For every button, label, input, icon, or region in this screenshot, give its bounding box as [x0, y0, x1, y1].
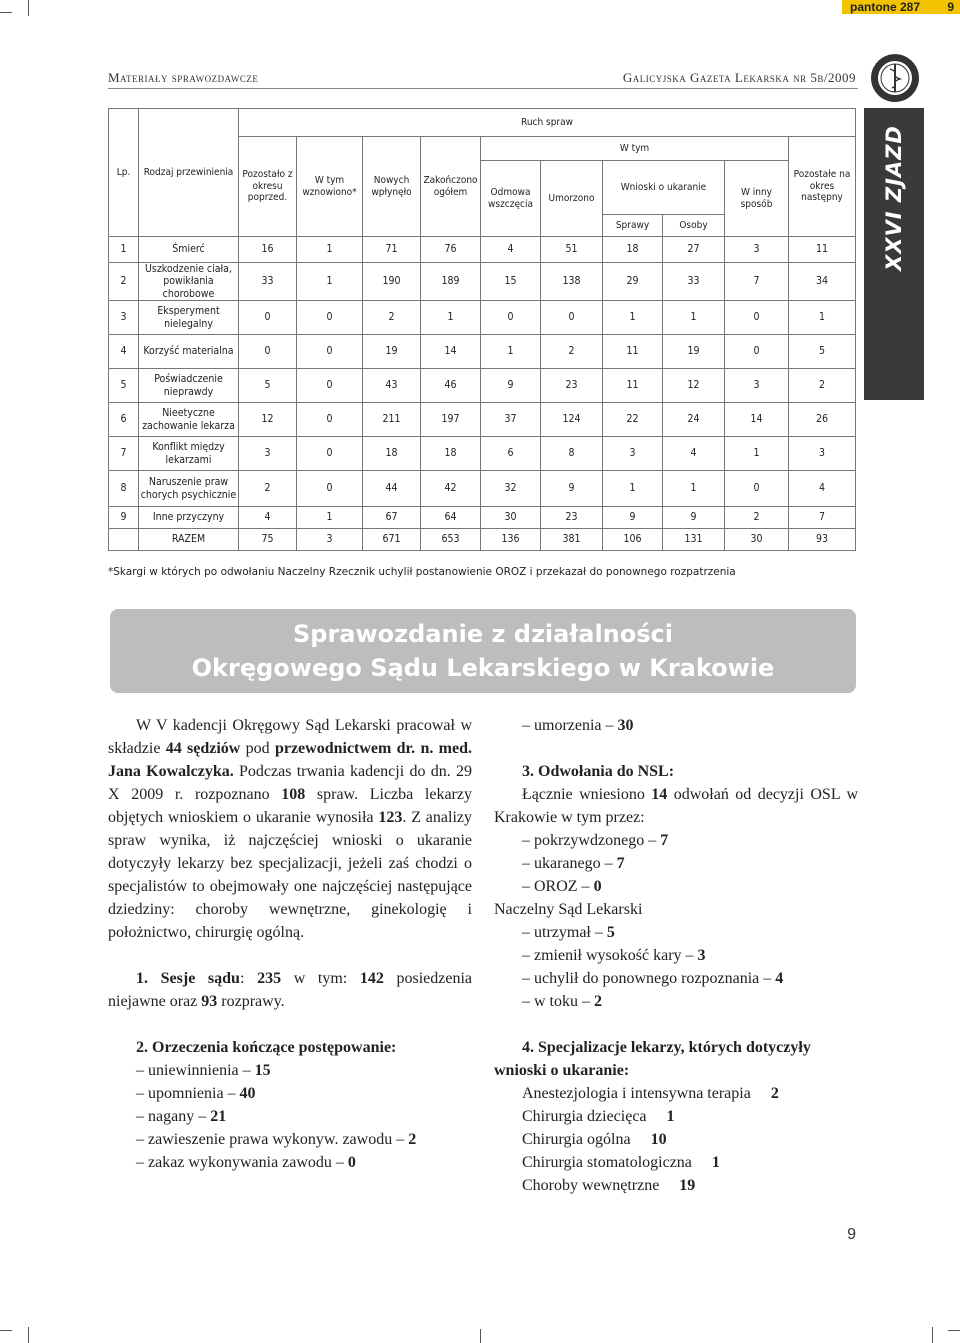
list-item — [494, 1082, 858, 1105]
intro-text: Podczas trwania kadencji do dn. 29 X 2009 r. rozpoznano — [108, 763, 472, 803]
item-label: – uchylił do ponownego rozpoznania – — [522, 970, 776, 987]
table-cell: 0 — [297, 369, 363, 403]
table-cell: 11 — [603, 369, 663, 403]
row-kind: Naruszenie praw chorych psychicznie — [139, 471, 239, 507]
header-refused: Odmowa wszczęcia — [481, 161, 541, 237]
row-kind: Uszkodzenie ciała, powikłania chorobowe — [139, 263, 239, 301]
table-cell: 1 — [421, 301, 481, 335]
sidebar-label: XXVI ZJAZD — [882, 125, 906, 271]
table-cell: 131 — [663, 529, 725, 551]
row-kind: Śmierć — [139, 237, 239, 263]
header-lp: Lp. — [109, 109, 139, 237]
table-cell: 27 — [663, 237, 725, 263]
table-cell: 3 — [725, 369, 789, 403]
row-number: 3 — [109, 301, 139, 335]
intro-text: pod — [240, 740, 275, 757]
item-value: 0 — [347, 1154, 356, 1171]
table-row — [109, 403, 856, 437]
table-cell: 1 — [603, 301, 663, 335]
table-cell: 19 — [663, 335, 725, 369]
item-label: – uniewinnienia – — [136, 1062, 255, 1079]
table-cell: 15 — [481, 263, 541, 301]
table-cell: 12 — [239, 403, 297, 437]
table-cell: 190 — [363, 263, 421, 301]
table-cell: 0 — [725, 471, 789, 507]
table-cell: 22 — [603, 403, 663, 437]
item-value: 1 — [666, 1108, 675, 1125]
row-number: 8 — [109, 471, 139, 507]
item-label: – zakaz wykonywania zawodu – — [136, 1154, 348, 1171]
header-motions: Wnioski o ukaranie — [603, 161, 725, 215]
item-value: 1 — [711, 1154, 720, 1171]
table-cell: 43 — [363, 369, 421, 403]
table-row — [109, 507, 856, 529]
intro-paragraph — [108, 714, 472, 944]
statistics-table — [108, 108, 856, 551]
banner-title-line1: Sprawozdanie z działalności — [293, 620, 673, 648]
row-kind: Korzyść materialna — [139, 335, 239, 369]
table-cell: 5 — [789, 335, 856, 369]
item-value: 0 — [593, 878, 602, 895]
header-rule — [108, 88, 858, 89]
header-prev: Pozostało z okresu poprzed. — [239, 137, 297, 237]
table-cell: 653 — [421, 529, 481, 551]
table-cell: 26 — [789, 403, 856, 437]
table-cell: 1 — [297, 507, 363, 529]
text: : — [239, 970, 258, 987]
row-kind: Nieetyczne zachowanie lekarza — [139, 403, 239, 437]
row-number: 1 — [109, 237, 139, 263]
list-item — [494, 714, 858, 737]
table-cell: 7 — [725, 263, 789, 301]
crop-mark — [28, 0, 29, 16]
text: rozprawy. — [217, 993, 285, 1010]
table-cell: 0 — [725, 301, 789, 335]
row-number: 7 — [109, 437, 139, 471]
item-value: 7 — [660, 832, 669, 849]
table-cell: 138 — [541, 263, 603, 301]
appeals-intro — [494, 783, 858, 829]
table-cell: 46 — [421, 369, 481, 403]
list-item — [494, 1151, 858, 1174]
list-item — [108, 1128, 472, 1151]
table-cell: 2 — [789, 369, 856, 403]
item-label: – zawieszenie prawa wykonyw. zawodu – — [136, 1131, 409, 1148]
header-done: Zakończono ogółem — [421, 137, 481, 237]
header-kind: Rodzaj przewinienia — [139, 109, 239, 237]
medical-chamber-emblem-icon — [866, 52, 924, 104]
table-cell: 18 — [363, 437, 421, 471]
running-title-right: Galicyjska Gazeta Lekarska nr 5b/2009 — [622, 70, 856, 85]
crop-mark — [0, 1330, 12, 1331]
list-item — [494, 875, 858, 898]
table-cell: 3 — [239, 437, 297, 471]
text-column-right — [494, 714, 858, 1197]
item-label: – nagany – — [136, 1108, 211, 1125]
list-item — [494, 852, 858, 875]
table-cell: 3 — [725, 237, 789, 263]
table-cell: 1 — [663, 301, 725, 335]
row-kind: Konflikt między lekarzami — [139, 437, 239, 471]
item-label: – ukaranego – — [522, 855, 617, 872]
table-row — [109, 263, 856, 301]
cases-count: 108 — [281, 786, 306, 803]
judges-count: 44 sędziów — [165, 740, 241, 757]
item-label: – w toku – — [522, 993, 594, 1010]
row-number: 4 — [109, 335, 139, 369]
crop-mark — [480, 1329, 481, 1343]
item-value: 30 — [617, 717, 634, 734]
table-cell: 1 — [297, 263, 363, 301]
intro-text: . Z analizy spraw wynika, iż najczęściej wnioski o ukaranie dotyczyły lekarzy bez specjalizacji, jeżeli zaś chodzi o specjalistów to obejmowały one najczęściej następujące dziedziny: choroby wewnętrzne, ginekologię i położnictwo, chirurgię ogólną. — [108, 809, 473, 941]
header-renewed: W tym wznowiono* — [297, 137, 363, 237]
table-cell: 671 — [363, 529, 421, 551]
list-item — [494, 1174, 858, 1197]
item-value: 5 — [606, 924, 615, 941]
sessions-heading: Sesje sądu — [160, 970, 240, 987]
table-cell: 64 — [421, 507, 481, 529]
table-cell: 0 — [541, 301, 603, 335]
table-row — [109, 369, 856, 403]
table-cell: 1 — [603, 471, 663, 507]
table-cell: 0 — [725, 335, 789, 369]
item-value: 15 — [254, 1062, 271, 1079]
table-cell: 136 — [481, 529, 541, 551]
table-total-row — [109, 529, 856, 551]
table-cell: 2 — [541, 335, 603, 369]
list-item — [108, 1059, 472, 1082]
table-cell: 4 — [239, 507, 297, 529]
table-cell: 67 — [363, 507, 421, 529]
item-value: 3 — [697, 947, 706, 964]
running-title-left: Materiały sprawozdawcze — [108, 70, 259, 85]
item-label: – zmienił wysokość kary – — [522, 947, 698, 964]
table-cell: 8 — [541, 437, 603, 471]
table-cell: 9 — [663, 507, 725, 529]
section-number: 1. — [136, 970, 161, 987]
table-row — [109, 471, 856, 507]
table-cell: 2 — [725, 507, 789, 529]
pantone-page: 9 — [947, 0, 954, 14]
item-value: 2 — [594, 993, 602, 1010]
table-cell: 0 — [481, 301, 541, 335]
table-cell: 0 — [297, 437, 363, 471]
table-cell: 16 — [239, 237, 297, 263]
item-label: Chirurgia dziecięca — [522, 1108, 647, 1125]
specializations-list — [494, 1082, 858, 1197]
nsl-list — [494, 921, 858, 1013]
list-item — [494, 967, 858, 990]
item-label: Choroby wewnętrzne — [522, 1177, 660, 1194]
table-cell: 14 — [725, 403, 789, 437]
item-value: 19 — [679, 1177, 696, 1194]
table-cell: 30 — [725, 529, 789, 551]
row-number: 9 — [109, 507, 139, 529]
item-label: Anestezjologia i intensywna terapia — [522, 1085, 751, 1102]
item-value: 10 — [650, 1131, 667, 1148]
list-item — [108, 1105, 472, 1128]
item-value: 7 — [616, 855, 625, 872]
sessions-paragraph — [108, 967, 472, 1013]
row-number: 6 — [109, 403, 139, 437]
crop-mark — [28, 1327, 29, 1343]
table-cell: 11 — [603, 335, 663, 369]
appeals-list — [494, 829, 858, 898]
list-item — [494, 921, 858, 944]
list-item — [494, 829, 858, 852]
row-kind: RAZEM — [139, 529, 239, 551]
table-cell: 4 — [789, 471, 856, 507]
table-row — [109, 301, 856, 335]
table-cell: 9 — [541, 471, 603, 507]
header-cases: Sprawy — [603, 215, 663, 237]
item-label: Chirurgia ogólna — [522, 1131, 631, 1148]
header-dismissed: Umorzono — [541, 161, 603, 237]
table-cell: 124 — [541, 403, 603, 437]
table-cell: 1 — [789, 301, 856, 335]
text: w tym: — [281, 970, 360, 987]
table-cell: 6 — [481, 437, 541, 471]
crop-mark — [0, 12, 12, 13]
table-cell: 11 — [789, 237, 856, 263]
row-number: 5 — [109, 369, 139, 403]
table-cell: 197 — [421, 403, 481, 437]
table-cell: 71 — [363, 237, 421, 263]
list-item — [494, 1105, 858, 1128]
table-cell: 7 — [789, 507, 856, 529]
row-number: 2 — [109, 263, 139, 301]
text-column-left — [108, 714, 472, 1174]
table-cell: 75 — [239, 529, 297, 551]
table-cell: 4 — [663, 437, 725, 471]
item-value: 2 — [770, 1085, 779, 1102]
header-other: W inny sposób — [725, 161, 789, 237]
item-label: – OROZ – — [522, 878, 594, 895]
pantone-tag — [842, 0, 960, 14]
table-cell: 32 — [481, 471, 541, 507]
row-kind: Eksperyment nielegalny — [139, 301, 239, 335]
hearings: 93 — [201, 993, 218, 1010]
item-label: – utrzymał – — [522, 924, 607, 941]
item-value: 4 — [775, 970, 784, 987]
verdicts-heading: 2. Orzeczenia kończące postępowanie: — [136, 1039, 397, 1056]
table-cell: 42 — [421, 471, 481, 507]
appeals-heading: 3. Odwołania do NSL: — [522, 763, 675, 780]
row-kind: Poświadczenie nieprawdy — [139, 369, 239, 403]
item-value: 2 — [408, 1131, 417, 1148]
table-cell: 3 — [297, 529, 363, 551]
table-cell: 2 — [239, 471, 297, 507]
list-item — [494, 1128, 858, 1151]
table-cell: 76 — [421, 237, 481, 263]
table-cell: 0 — [239, 335, 297, 369]
crop-mark — [932, 1327, 933, 1343]
list-item — [108, 1151, 472, 1174]
list-item — [494, 944, 858, 967]
table-cell: 9 — [481, 369, 541, 403]
table-cell: 0 — [297, 403, 363, 437]
item-label: – upomnienia – — [136, 1085, 240, 1102]
header-new: Nowych wpłynęło — [363, 137, 421, 237]
table-cell: 5 — [239, 369, 297, 403]
table-cell: 0 — [297, 471, 363, 507]
table-cell: 18 — [603, 237, 663, 263]
table-cell: 9 — [603, 507, 663, 529]
table-cell: 93 — [789, 529, 856, 551]
table-cell: 34 — [789, 263, 856, 301]
header-remaining: Pozostałe na okres następny — [789, 137, 856, 237]
row-kind: Inne przyczyny — [139, 507, 239, 529]
table-cell: 0 — [239, 301, 297, 335]
table-cell: 106 — [603, 529, 663, 551]
item-value: 21 — [210, 1108, 227, 1125]
table-row — [109, 437, 856, 471]
table-cell: 2 — [363, 301, 421, 335]
intro-text: spraw. Liczba lekarzy objętych wnioskiem o ukaranie wynosiła — [108, 786, 472, 826]
table-cell: 1 — [725, 437, 789, 471]
table-cell: 0 — [297, 301, 363, 335]
table-cell: 19 — [363, 335, 421, 369]
table-cell: 33 — [663, 263, 725, 301]
table-cell: 30 — [481, 507, 541, 529]
item-label: – pokrzywdzonego – — [522, 832, 661, 849]
row-number — [109, 529, 139, 551]
header-wtym: W tym — [481, 137, 789, 161]
table-row — [109, 237, 856, 263]
sessions-total: 235 — [257, 970, 282, 987]
text: odwołań od decyzji OSL w Krakowie w tym przez: — [494, 786, 859, 826]
table-cell: 381 — [541, 529, 603, 551]
table-cell: 1 — [297, 237, 363, 263]
table-cell: 23 — [541, 507, 603, 529]
table-cell: 3 — [603, 437, 663, 471]
table-cell: 4 — [481, 237, 541, 263]
page-number: 9 — [847, 1226, 856, 1243]
intro-text: W V kadencji Okręgowy Sąd Lekarski pracował w składzie — [108, 717, 472, 757]
section-banner — [110, 609, 856, 693]
header-persons: Osoby — [663, 215, 725, 237]
item-label: – umorzenia – — [522, 717, 618, 734]
table-cell: 33 — [239, 263, 297, 301]
table-cell: 14 — [421, 335, 481, 369]
table-footnote: *Skargi w których po odwołaniu Naczelny Rzecznik uchylił postanowienie OROZ i przekazał do ponownego rozpatrzenia — [108, 566, 736, 578]
table-cell: 37 — [481, 403, 541, 437]
item-label: Chirurgia stomatologiczna — [522, 1154, 692, 1171]
table-cell: 29 — [603, 263, 663, 301]
table-cell: 189 — [421, 263, 481, 301]
table-cell: 24 — [663, 403, 725, 437]
text: posiedzenia niejawne oraz — [108, 970, 473, 1010]
table-cell: 44 — [363, 471, 421, 507]
doctors-count: 123 — [378, 809, 403, 826]
closed-sessions: 142 — [359, 970, 384, 987]
list-item — [494, 990, 858, 1013]
banner-title-line2: Okręgowego Sądu Lekarskiego w Krakowie — [191, 654, 775, 682]
item-value: 40 — [239, 1085, 256, 1102]
list-item — [108, 1082, 472, 1105]
nsl-label: Naczelny Sąd Lekarski — [494, 901, 643, 918]
table-row — [109, 335, 856, 369]
table-cell: 23 — [541, 369, 603, 403]
table-cell: 12 — [663, 369, 725, 403]
table-cell: 211 — [363, 403, 421, 437]
text: Łącznie wniesiono — [522, 786, 652, 803]
appeals-count: 14 — [651, 786, 668, 803]
table-cell: 51 — [541, 237, 603, 263]
table-cell: 1 — [481, 335, 541, 369]
specializations-heading: 4. Specjalizacje lekarzy, których dotyczyły wnioski o ukaranie: — [494, 1039, 811, 1079]
pantone-label: pantone 287 — [850, 0, 921, 14]
table-cell: 1 — [663, 471, 725, 507]
chairman: przewodnictwem dr. n. med. Jana Kowalczyka. — [108, 740, 472, 780]
verdicts-list — [108, 1059, 472, 1174]
table-cell: 18 — [421, 437, 481, 471]
crop-mark — [948, 1330, 960, 1331]
table-cell: 0 — [297, 335, 363, 369]
table-cell: 3 — [789, 437, 856, 471]
header-group: Ruch spraw — [239, 109, 856, 137]
